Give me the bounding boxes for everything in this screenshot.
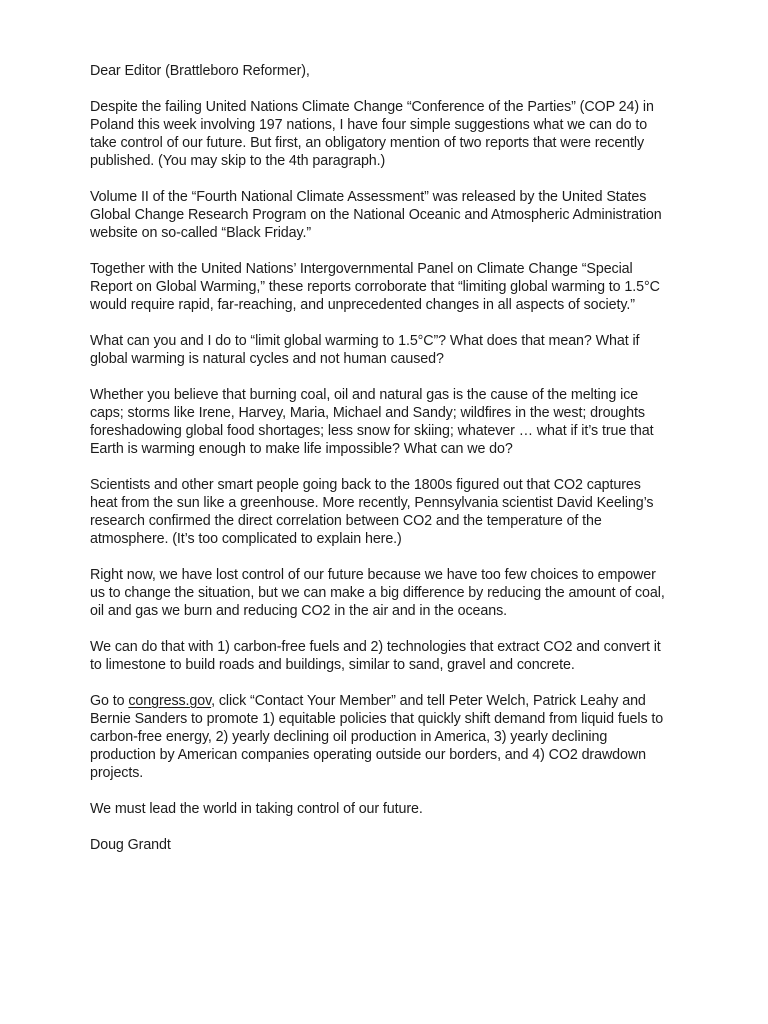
paragraph-science: Scientists and other smart people going back to the 1800s figured out that CO2 captures heat from the sun like a greenhouse. More recently, Pennsylvania scientist David Keeling’s research confirmed the direct correlation between CO2 and the temperature of the atmosphere. (It’s too complicated to explain here.) — [90, 477, 654, 547]
paragraph-climate-assessment: Volume II of the “Fourth National Climate Assessment” was released by the United States Global Change Research Program on the National Oceanic and Atmospheric Administration website on so-called “Black Friday.” — [90, 189, 662, 241]
paragraph-cop24: Despite the failing United Nations Climate Change “Conference of the Parties” (COP 24) in Poland this week involving 197 nations, I have four simple suggestions what we can do to take control of our future. But first, an obligatory mention of two reports that were recently published. (You may skip to the 4th paragraph.) — [90, 99, 654, 169]
salutation: Dear Editor (Brattleboro Reformer), — [90, 63, 310, 79]
paragraph-belief: Whether you believe that burning coal, oil and natural gas is the cause of the melting ice caps; storms like Irene, Harvey, Maria, Michael and Sandy; wildfires in the west; droughts foreshadowing global food shortages; less snow for skiing; whatever … what if it’s true that Earth is warming enough to make life impossible? What can we do? — [90, 387, 654, 457]
action-text-before-link: Go to — [90, 693, 129, 709]
paragraph-questions: What can you and I do to “limit global warming to 1.5°C”? What does that mean? What if global warming is natural cycles and not human caused? — [90, 333, 640, 367]
action-text-after-link: , click “Contact Your Member” and tell Peter Welch, Patrick Leahy and Bernie Sanders to promote 1) equitable policies that quickly shift demand from liquid fuels to carbon-free energy, 2) yearly declining oil production in America, 3) yearly declining production by American companies operating outside our borders, and 4) CO2 drawdown projects. — [90, 693, 664, 781]
paragraph-right-now: Right now, we have lost control of our future because we have too few choices to empower us to change the situation, but we can make a big difference by reducing the amount of coal, oil and gas we burn and reducing CO2 in the air and in the oceans. — [90, 567, 665, 619]
paragraph-ipcc-report: Together with the United Nations’ Intergovernmental Panel on Climate Change “Special Report on Global Warming,” these reports corroborate that “limiting global warming to 1.5°C would require rapid, far-reaching, and unprecedented changes in all aspects of society.” — [90, 261, 660, 313]
letter-body — [90, 62, 672, 872]
paragraph-closing: We must lead the world in taking control of our future. — [90, 801, 423, 817]
signature: Doug Grandt — [90, 837, 171, 853]
paragraph-action — [90, 692, 672, 782]
paragraph-solutions: We can do that with 1) carbon-free fuels and 2) technologies that extract CO2 and convert it to limestone to build roads and buildings, similar to sand, gravel and concrete. — [90, 639, 661, 673]
congress-gov-link[interactable]: congress.gov — [128, 693, 212, 709]
